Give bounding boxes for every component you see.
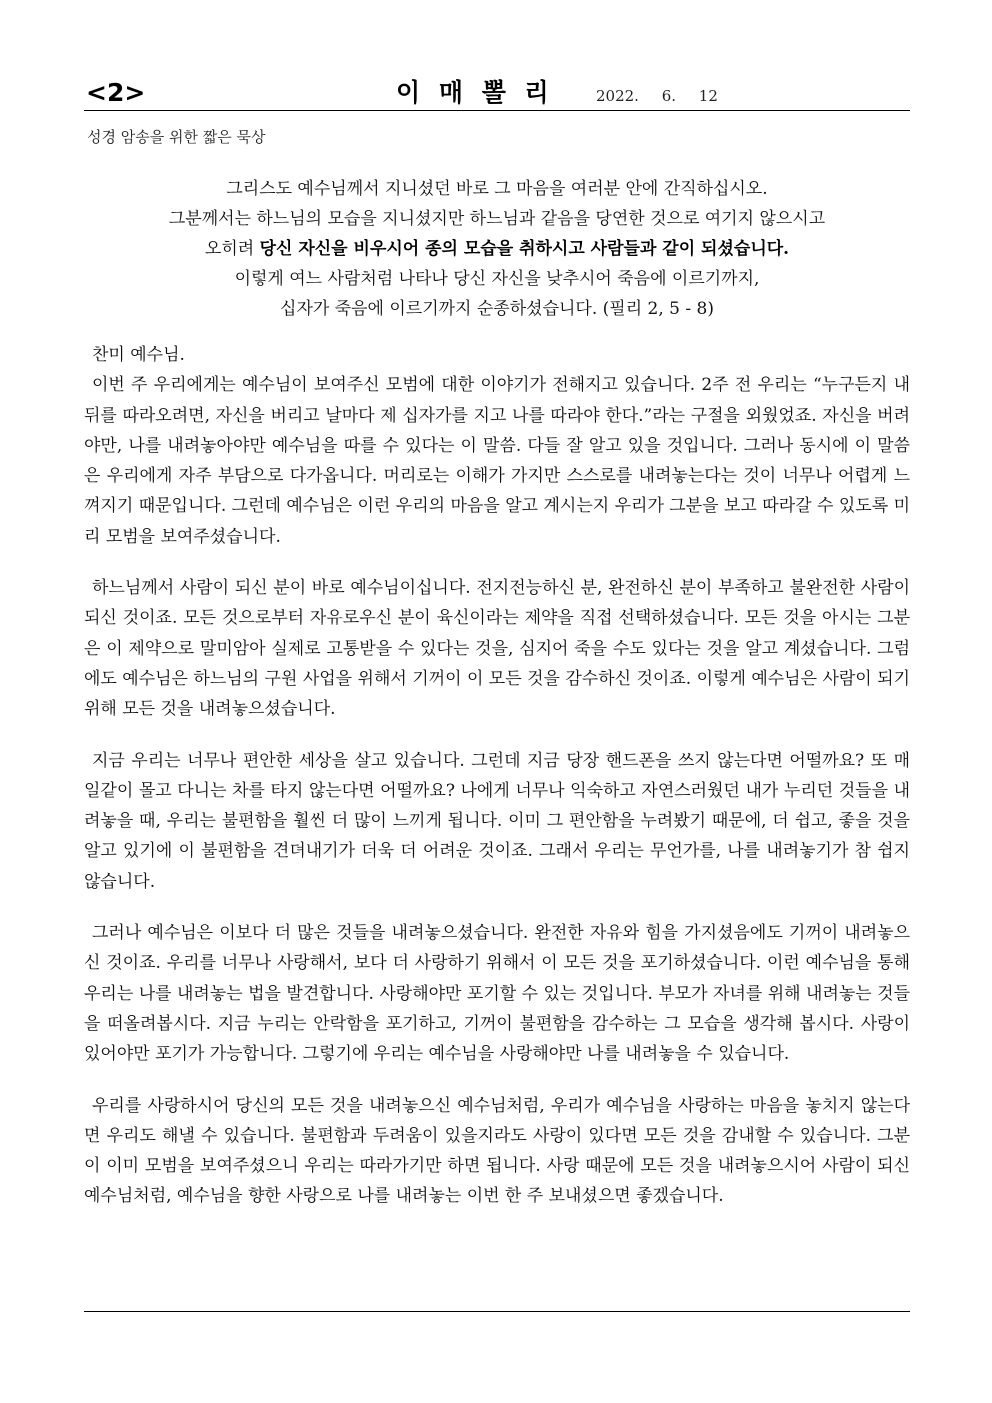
body-paragraph: 우리를 사랑하시어 당신의 모든 것을 내려놓으신 예수님처럼, 우리가 예수님을 사랑하는 마음을 놓치지 않는다면 우리도 해낼 수 있습니다. 불편함과 두려움이 있을지라도 사랑이 있다면 모든 것을 감내할 수 있습니다. 그분이 이미 모범을 보여주셨으니 우리는 따라가기만 하면 됩니다. 사랑 때문에 모든 것을 내려놓으시어 사람이 되신 예수님처럼, 예수님을 향한 사랑으로 나를 내려놓는 이번 한 주 보내셨으면 좋겠습니다. bbox=[84, 1095, 910, 1207]
scripture-passage bbox=[84, 174, 910, 324]
bulletin-title: 이 매 뽈 리 bbox=[396, 78, 554, 107]
scripture-line-2: 그분께서는 하느님의 모습을 지니셨지만 하느님과 같음을 당연한 것으로 여기지 않으시고 bbox=[168, 209, 826, 229]
body-paragraph: 지금 우리는 너무나 편안한 세상을 살고 있습니다. 그런데 지금 당장 핸드폰을 쓰지 않는다면 어떨까요? 또 매일같이 몰고 다니는 차를 타지 않는다면 어떨까요? 나에게 너무나 익숙하고 자연스러웠던 내가 누리던 것들을 내려놓을 때, 우리는 불편함을 훨씬 더 많이 느끼게 됩니다. 이미 그 편안함을 누려봤기 때문에, 더 쉽고, 좋을 것을 알고 있기에 이 불편함을 견뎌내기가 더욱 더 어려운 것이죠. 그래서 우리는 무언가를, 나를 내려놓기가 참 쉽지 않습니다. bbox=[84, 750, 910, 892]
scripture-emphasis: 당신 자신을 비우시어 종의 모습을 취하시고 사람들과 같이 되셨습니다. bbox=[259, 239, 790, 259]
body-paragraph: 그러나 예수님은 이보다 더 많은 것들을 내려놓으셨습니다. 완전한 자유와 힘을 가지셨음에도 기꺼이 내려놓으신 것이죠. 우리를 너무나 사랑해서, 보다 더 사랑하기 위해서 이 모든 것을 포기하셨습니다. 이런 예수님을 통해 우리는 나를 내려놓는 법을 발견합니다. 사랑해야만 포기할 수 있는 것입니다. 부모가 자녀를 위해 내려놓는 것들을 떠올려봅시다. 지금 누리는 안락함을 포기하고, 기꺼이 불편함을 감수하는 그 모습을 생각해 봅시다. 사랑이 있어야만 포기가 가능합니다. 그렇기에 우리는 예수님을 사랑해야만 나를 내려놓을 수 있습니다. bbox=[84, 923, 910, 1065]
scripture-line-5: 십자가 죽음에 이르기까지 순종하셨습니다. (필리 2, 5 - 8) bbox=[280, 299, 714, 319]
scripture-line-3-prefix: 오히려 bbox=[204, 239, 260, 259]
page-number: <2> bbox=[86, 78, 146, 107]
meditation-body bbox=[84, 340, 910, 1233]
body-paragraph: 하느님께서 사람이 되신 분이 바로 예수님이십니다. 전지전능하신 분, 완전하신 분이 부족하고 불완전한 사람이 되신 것이죠. 모든 것으로부터 자유로우신 분이 육신이라는 제약을 직접 선택하셨습니다. 모든 것을 아시는 그분은 이 제약으로 말미암아 실제로 고통받을 수 있다는 것을, 심지어 죽을 수도 있다는 것을 알고 계셨습니다. 그럼에도 예수님은 하느님의 구원 사업을 위해서 기꺼이 이 모든 것을 감수하신 것이죠. 이렇게 예수님은 사람이 되기 위해 모든 것을 내려놓으셨습니다. bbox=[84, 578, 910, 720]
body-paragraph: 이번 주 우리에게는 예수님이 보여주신 모범에 대한 이야기가 전해지고 있습니다. 2주 전 우리는 “누구든지 내 뒤를 따라오려면, 자신을 버리고 날마다 제 십자가를 지고 나를 따라야 한다.”라는 구절을 외웠었죠. 자신을 버려야만, 나를 내려놓아야만 예수님을 따를 수 있다는 이 말씀. 다들 잘 알고 있을 것입니다. 그러나 동시에 이 말씀은 우리에게 자주 부담으로 다가옵니다. 머리로는 이해가 가지만 스스로를 내려놓는다는 것이 너무나 어렵게 느껴지기 때문입니다. 그런데 예수님은 이런 우리의 마음을 알고 계시는지 우리가 그분을 보고 따라갈 수 있도록 미리 모범을 보여주셨습니다. bbox=[84, 375, 910, 547]
footer-divider bbox=[84, 1311, 910, 1312]
bulletin-page bbox=[84, 78, 910, 1207]
issue-date: 2022. 6. 12 bbox=[596, 87, 718, 105]
section-label: 성경 암송을 위한 짧은 묵상 bbox=[87, 128, 266, 146]
scripture-line-3 bbox=[84, 234, 910, 264]
greeting: 찬미 예수님. bbox=[92, 345, 185, 365]
scripture-line-4: 이렇게 여느 사람처럼 나타나 당신 자신을 낮추시어 죽음에 이르기까지, bbox=[234, 269, 760, 289]
page-header bbox=[84, 78, 910, 111]
scripture-line-1: 그리스도 예수님께서 지니셨던 바로 그 마음을 여러분 안에 간직하십시오. bbox=[226, 179, 768, 199]
